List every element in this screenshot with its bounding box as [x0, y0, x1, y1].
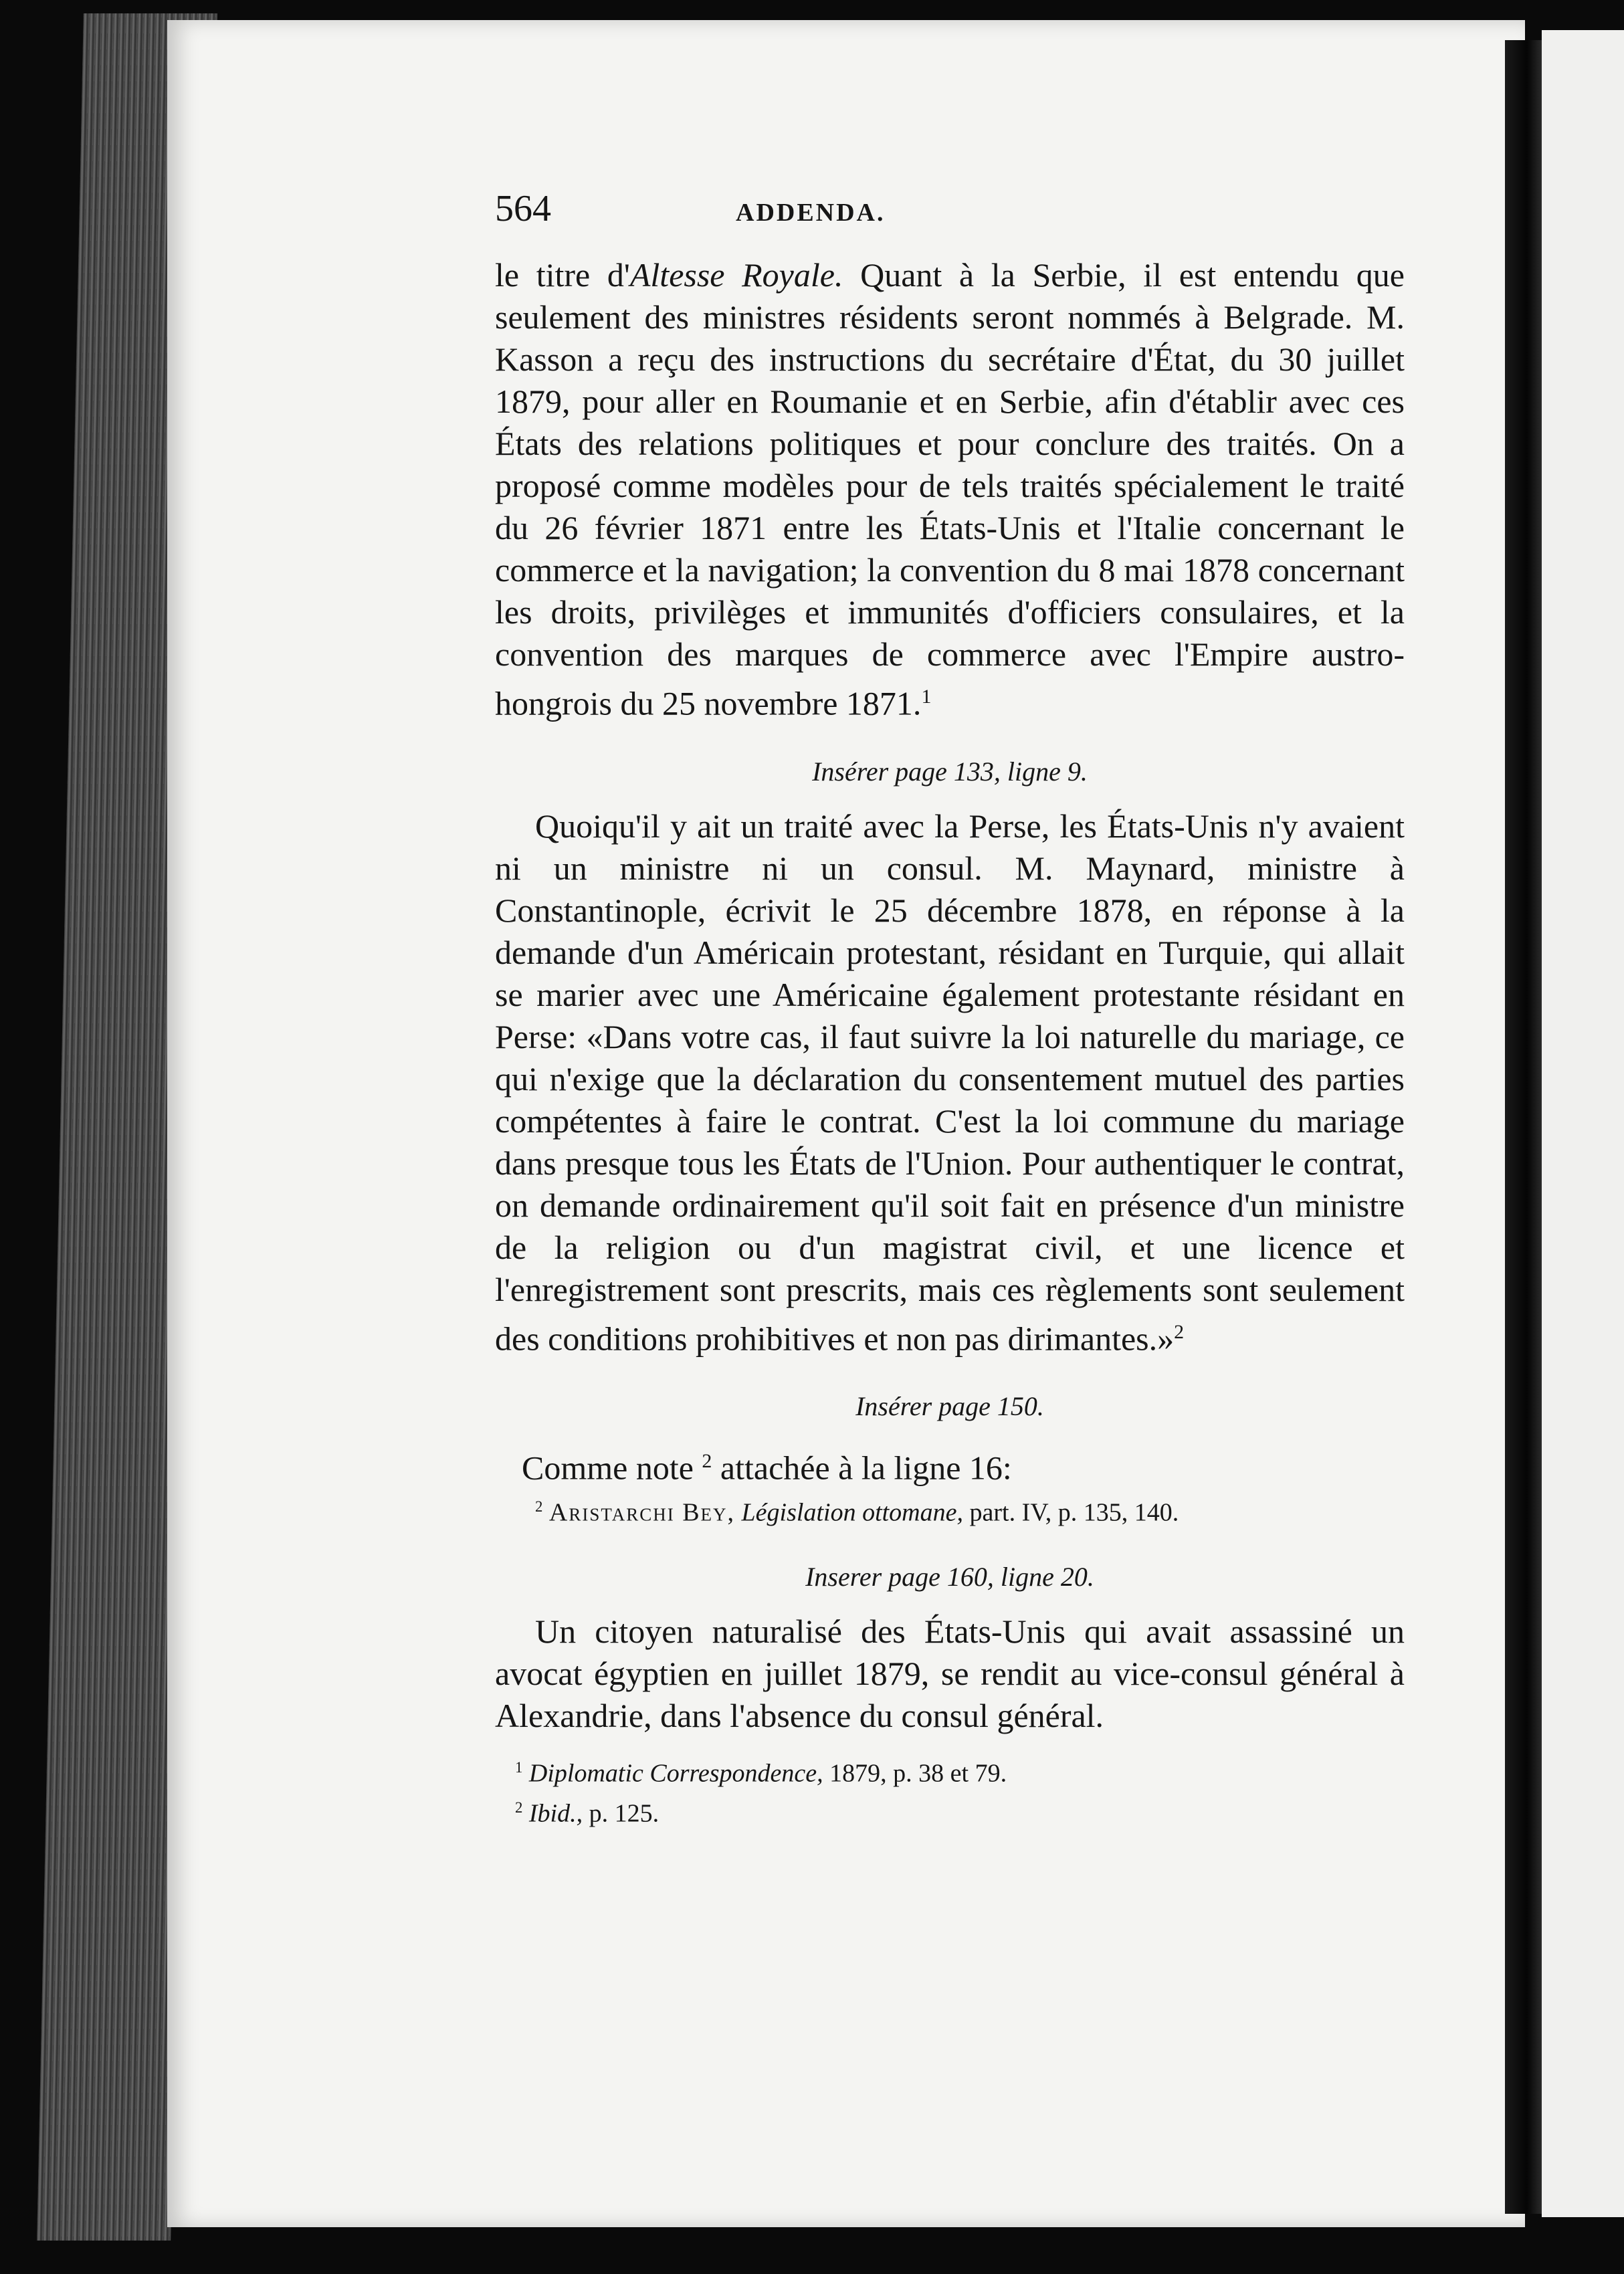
footnote-2-rest: p. 125. — [583, 1799, 659, 1828]
footnote-1 — [515, 1750, 1405, 1791]
footnote-mark-1: 1 — [921, 686, 932, 708]
insert1-a: Insérer page — [812, 756, 947, 787]
footnote-2 — [515, 1790, 1405, 1831]
note-attachment-line — [522, 1440, 1405, 1489]
footnote-1-mark: 1 — [515, 1758, 523, 1776]
insert1-b: 133, — [946, 756, 1007, 787]
insert3-b: 160, — [940, 1561, 1001, 1592]
footnote-1-rest: 1879, p. 38 et 79. — [823, 1759, 1007, 1788]
footnote-1-title: Diplomatic Correspondence, — [528, 1759, 823, 1788]
note-ref-mark: 2 — [535, 1497, 543, 1515]
footnotes — [515, 1750, 1405, 1831]
insert2-b: 150. — [990, 1391, 1044, 1422]
footnote-2-title: Ibid., — [528, 1799, 583, 1828]
insert3-c: ligne — [1000, 1561, 1054, 1592]
page-number: 564 — [495, 188, 551, 229]
note-ref-rest: part. IV, p. 135, 140. — [963, 1498, 1179, 1527]
para2-text: Quoiqu'il y ait un traité avec la Perse, les États-Unis n'y avaient ni un ministre ni un consul. M. Maynard, ministre à Constantinople, écrivit le 25 décembre 1878, en réponse à la demande d'un Américain protestant, résidant en Turquie, qui allait se marier avec une Américaine également protestante résidant en Perse: «Dans votre cas, il faut suivre la loi naturelle du mariage, ce qui n'exige que la déclaration du consentement mutuel des parties compétentes à faire le contrat. C'est la loi commune du mariage dans presque tous les États de l'Union. Pour authentiquer le contrat, on demande ordinairement qu'il soit fait en présence d'un ministre de la religion ou d'un magistrat civil, et une licence et l'enregistrement sont prescrits, mais ces règlements sont seulement des conditions prohibitives et non pas dirimantes.» — [495, 807, 1405, 1358]
insert2-a: Insérer page — [855, 1391, 991, 1422]
paragraph-perse — [495, 805, 1405, 1360]
para3-text: Un citoyen naturalisé des États-Unis qui avait assassiné un avocat égyptien en juillet 1879, se rendit au vice-consul général à Alexandrie, dans l'absence du consul général. — [495, 1612, 1405, 1734]
insert3-d: 20. — [1053, 1561, 1094, 1592]
facing-page-edge — [1542, 30, 1624, 2217]
insert3-a: Inserer page — [805, 1561, 940, 1592]
note-reference — [535, 1489, 1405, 1530]
note-line-a: Comme note — [522, 1449, 702, 1487]
note-ref-author: Aristarchi Bey, — [548, 1498, 736, 1527]
book-gutter — [1505, 40, 1542, 2214]
footnote-mark-2: 2 — [1174, 1320, 1185, 1343]
paragraph-alexandrie — [495, 1611, 1405, 1737]
paragraph-serbie — [495, 254, 1405, 725]
insert-heading-160 — [495, 1558, 1405, 1596]
para1-text: Quant à la Serbie, il est entendu que seulement des ministres résidents seront nommés à Belgrade. M. Kasson a reçu des instructions du secrétaire d'État, du 30 juillet 1879, pour aller en Roumanie et en Serbie, afin d'établir avec ces États des relations politiques et pour conclure des traités. On a proposé comme modèles pour de tels traités spécialement le traité du 26 février 1871 entre les États-Unis et l'Italie concernant le commerce et la navigation; la convention du 8 mai 1878 concernant les droits, privilèges et immunités d'officiers consulaires, et la convention des marques de commerce avec l'Empire austro-hongrois du 25 novembre 1871. — [495, 256, 1405, 722]
note-sup: 2 — [702, 1450, 712, 1473]
page-header — [495, 187, 1405, 254]
para1-prefix: le titre d' — [495, 256, 630, 294]
running-head: ADDENDA. — [736, 199, 886, 227]
para1-italic: Altesse Royale. — [629, 256, 843, 294]
footnote-2-mark: 2 — [515, 1799, 523, 1817]
note-ref-title: Législation ottomane, — [741, 1498, 963, 1527]
insert1-d: 9. — [1060, 756, 1088, 787]
note-line-b: attachée à la ligne 16: — [712, 1449, 1012, 1487]
page-text — [495, 187, 1405, 1831]
insert1-c: ligne — [1007, 756, 1061, 787]
insert-heading-133 — [495, 753, 1405, 791]
insert-heading-150 — [495, 1388, 1405, 1425]
